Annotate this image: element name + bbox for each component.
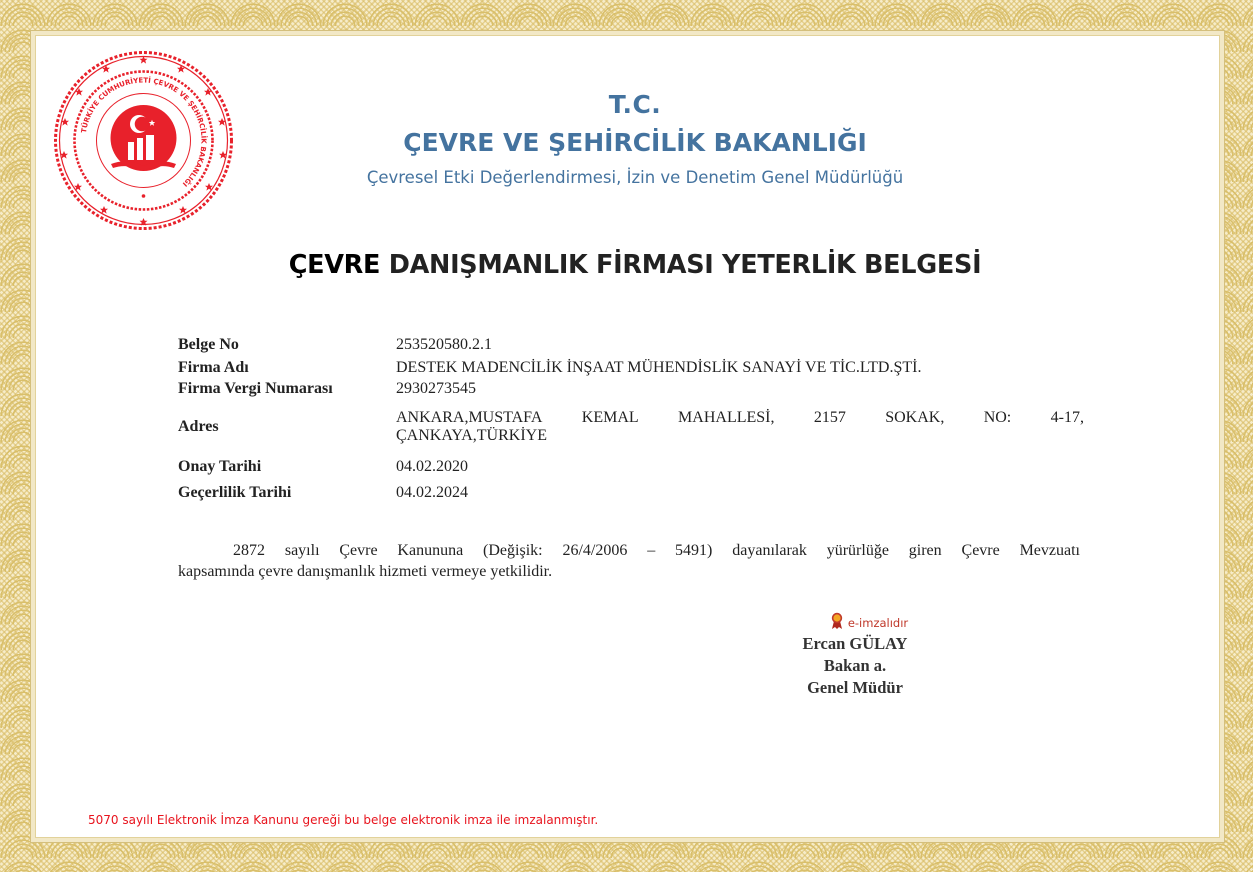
header-tc: T.C. [608, 90, 662, 119]
field-label: Firma Vergi Numarası [178, 380, 333, 397]
address-part: ANKARA,MUSTAFA [396, 409, 543, 426]
field-firma-adi [178, 357, 1088, 379]
certificate-fields [178, 333, 1088, 507]
address-part: 4-17, [1050, 409, 1084, 426]
field-value [396, 409, 1088, 445]
field-value: 253520580.2.1 [396, 336, 492, 353]
signature-block [770, 612, 940, 699]
address-line-1 [396, 409, 1084, 427]
award-ribbon-icon [830, 612, 844, 633]
address-line-2: ÇANKAYA,TÜRKİYE [396, 427, 547, 444]
address-part: NO: [983, 409, 1012, 426]
ministry-seal-icon [53, 50, 234, 231]
ministry-name: ÇEVRE VE ŞEHİRCİLİK BAKANLIĞI [403, 128, 867, 157]
field-value: DESTEK MADENCİLİK İNŞAAT MÜHENDİSLİK SANAYİ VE TİC.LTD.ŞTİ. [396, 359, 922, 376]
address-part: KEMAL [581, 409, 639, 426]
authorization-text-line-2: kapsamında çevre danışmanlık hizmeti vermeye yetkilidir. [178, 563, 553, 580]
address-part: 2157 [813, 409, 846, 426]
document-title [240, 250, 1030, 280]
e-signature-label: e-imzalıdır [847, 615, 909, 630]
authorization-text [178, 540, 1080, 582]
field-adres [178, 399, 1088, 455]
signer-title-2: Genel Müdür [807, 678, 903, 697]
address-part: SOKAK, [885, 409, 945, 426]
document-title-rest: DANIŞMANLIK FİRMASI YETERLİK BELGESİ [380, 250, 982, 280]
field-label: Firma Adı [178, 359, 249, 376]
field-belge-no [178, 333, 1088, 357]
signer-name: Ercan GÜLAY [802, 634, 908, 653]
field-gecerlilik-tarihi [178, 479, 1088, 507]
e-signature-badge [798, 612, 940, 633]
field-value: 04.02.2020 [396, 458, 468, 475]
field-label: Onay Tarihi [178, 458, 262, 475]
address-part: MAHALLESİ, [678, 409, 775, 426]
document-title-first-word: ÇEVRE [288, 250, 381, 280]
signer-title-1: Bakan a. [823, 656, 887, 675]
department-name: Çevresel Etki Değerlendirmesi, İzin ve Denetim Genel Müdürlüğü [366, 168, 904, 187]
field-value: 04.02.2024 [396, 484, 468, 501]
field-value: 2930273545 [396, 380, 476, 397]
field-label: Adres [178, 418, 219, 435]
field-onay-tarihi [178, 455, 1088, 479]
seal-ring-text: TÜRKİYE CUMHURİYETİ ÇEVRE VE ŞEHİRCİLİK BAKANLIĞI [79, 76, 208, 189]
field-label: Belge No [178, 336, 239, 353]
field-label: Geçerlilik Tarihi [178, 484, 292, 501]
field-vergi-no [178, 379, 1088, 399]
e-signature-law-note: 5070 sayılı Elektronik İmza Kanunu gereği bu belge elektronik imza ile imzalanmıştır. [88, 813, 599, 827]
authorization-text-line-1: 2872 sayılı Çevre Kanununa (Değişik: 26/4/2006 – 5491) dayanılarak yürürlüğe giren Çevre Mevzuatı [233, 542, 1080, 559]
